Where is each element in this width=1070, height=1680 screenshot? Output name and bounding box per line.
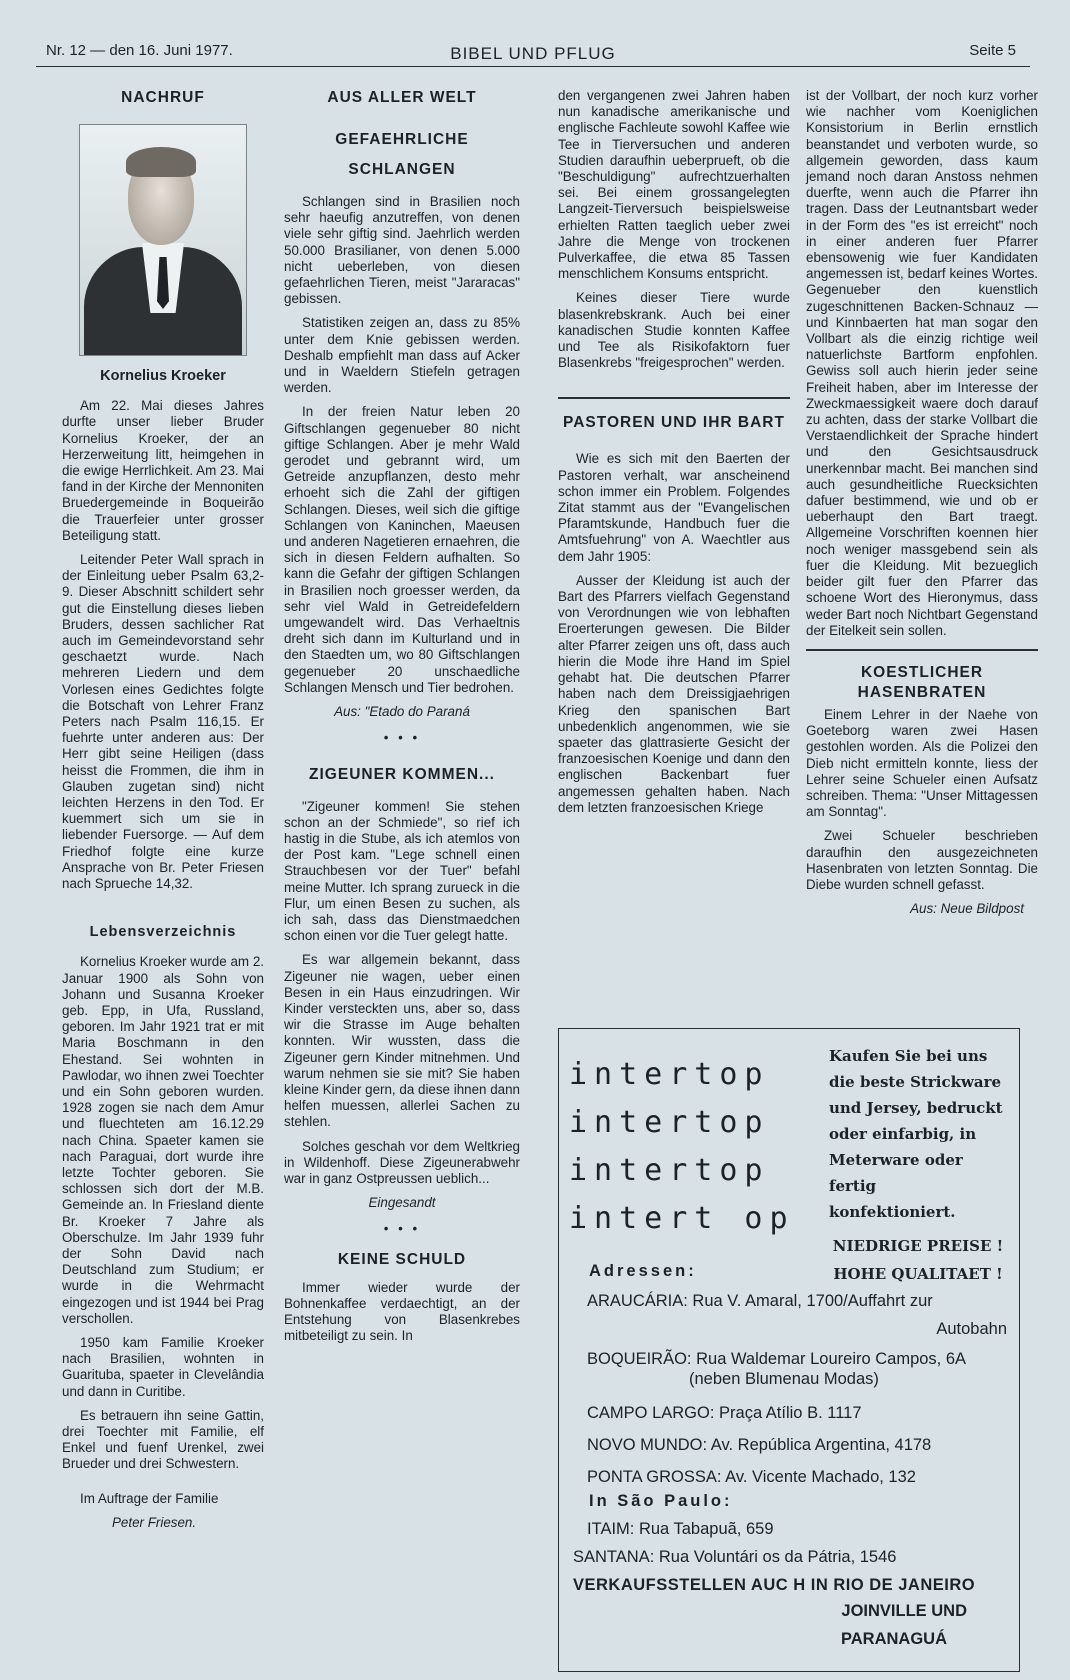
paragraph: In der freien Natur leben 20 Giftschlangen gegenueber 80 nicht giftige Schlangen. Aber je mehr Wald gerodet und gebrannt wird, um Getreide anzupflanzen, desto mehr erhoeht sich die Zahl der giftigen Schlangen. Dieses, weil sich die giftige Schlangen von Kaninchen, Maeusen und anderen Nagetieren ernaehren, die sich in diesen Feldern aufhalten. So kann die Gefahr der giftigen Schlangen in Brasilien noch groesser werden, da sehr viel Wald in Getreidefeldern umgewandelt wird. Das Verhaeltnis dreht sich dann im Kulturland und in den Staedten um, wo 80 Giftschlangen gegenueber 20 unschaedliche Schlangen Mensch und Tier bedrohen. — [284, 404, 520, 695]
obituary-title: NACHRUF — [121, 89, 205, 106]
article-headline: KOESTLICHER HASENBRATEN — [857, 663, 987, 701]
paragraph: den vergangenen zwei Jahren haben nun kanadische amerikanische und englische Fachleute sowohl Kaffee wie Tee in Tierversuchen und anderen Studien daraufhin ueberprueft, ob die "Beschuldigung" aufrechtzuerhalten sei. Bei einem grossangelegten Langzeit-Tierversuch beispielsweise erhielten Ratten taeglich ueber zwei Jahre die Menge von trockenen Pulverkaffee, die etwa 85 Tassen menschlichem Konsums entspricht. — [558, 88, 790, 282]
section-title: AUS ALLER WELT — [327, 89, 477, 106]
paragraph: Es war allgemein bekannt, dass Zigeuner nie wagen, ueber einen Besen in ein Haus einzudringen. Wir Kinder versteckten uns, aber so, dass wir die Strasse im Auge behalten konnten. Wir wussten, dass die Zigeuner gern Kinder mitnehmen. Und warum nehmen sie sie mit? Sie haben kleine Kinder gern, da diese ihnen dann helfen muessen, allerlei Sachen zu stehlen. — [284, 952, 520, 1130]
address-line: ARAUCÁRIA: Rua V. Amaral, 1700/Auffahrt zur — [587, 1292, 933, 1310]
paragraph: Einem Lehrer in der Naehe von Goeteborg waren zwei Hasen gestohlen worden. Als die Polizei den Dieb nicht ermitteln konnte, liess der Lehrer seine Schueler einen Aufsatz schreiben. Thema: "Unser Mittagessen am Sonntag". — [806, 706, 1038, 820]
address-line: PONTA GROSSA: Av. Vicente Machado, 132 — [587, 1468, 916, 1486]
brand-name: intert op — [569, 1201, 795, 1236]
paragraph: Ausser der Kleidung ist auch der Bart des Pfarrers vielfach Gegenstand von Verordnungen wie von lebhaften Eroerterungen gewesen. Die Bilder alter Pfarrer zeigen uns oft, dass auch hierin die Mode ihre Hand im Spiel gehabt hat. Die deutschen Pfarrer haben nach dem Dreissigjaehrigen Krieg den spanischen Bart unbedenklich angenommen, wie sie spaeter das glattrasierte Gesicht der franzoesischen Koenige und dann den englischen Backenbart fuer angemessen gehalten haben. Nach dem letzten franzoesischen Kriege — [558, 572, 790, 815]
paragraph: Schlangen sind in Brasilien noch sehr haeufig anzutreffen, von denen viele sehr giftig sind. Jaehrlich werden 50.000 Brasilianer, von denen 5.000 nicht ueberleben, von diesen gefaehrlichen Tieren, meist "Jararacas" gebissen. — [284, 194, 520, 307]
paragraph: "Zigeuner kommen! Sie stehen schon an der Schmiede", so rief ich hastig in die Stube, als ich atemlos von der Post kam. "Lege schnell einen Strauchbesen vor der Tuer" befahl meine Mutter. Ich sprang zurueck in die Flur, um einen Besen zu suchen, als ich sah, dass das Dienstmaedchen schon einen vor die Tuer gelegt hatte. — [284, 798, 520, 944]
paragraph: Solches geschah vor dem Weltkrieg in Wildenhoff. Diese Zigeunerabwehr war in ganz Ostpreussen ueblich... — [284, 1138, 520, 1186]
paragraph: Wie es sich mit den Baerten der Pastoren verhalt, war anscheinend schon immer ein Problem. Folgendes Zitat stammt aus der "Evangelischen Pfaramtskunde, Handbuch fuer die Amtsfuehrung" von A. Waechtler aus dem Jahr 1905: — [558, 451, 790, 564]
address-line: ITAIM: Rua Tabapuã, 659 — [587, 1520, 774, 1538]
brand-name: intertop — [569, 1105, 770, 1140]
slogan-quality: HOHE QUALITAET ! — [833, 1265, 1003, 1283]
divider — [558, 397, 790, 399]
column-beards — [806, 88, 1038, 917]
ad-slogan — [829, 1043, 1007, 1287]
paragraph: Immer wieder wurde der Bohnenkaffee verdaechtigt, an der Entstehung von Blasenkrebes mitbeteiligt zu sein. In — [284, 1279, 520, 1344]
address-line: CAMPO LARGO: Praça Atílio B. 1117 — [587, 1404, 862, 1422]
divider — [806, 649, 1038, 651]
issue-info: Nr. 12 — den 16. Juni 1977. — [46, 42, 233, 59]
paragraph: Zwei Schueler beschrieben daraufhin den ausgezeichneten Hasenbraten von letzten Sonntag. Die Diebe wurden schnell gefasst. — [806, 828, 1038, 892]
paragraph: Am 22. Mai dieses Jahres durfte unser lieber Bruder Kornelius Kroeker, der an Herzerweitung litt, heimgehen in die ewige Herrlichkeit. Am 23. Mai fand in der Kirche der Mennoniten Bruedergemeinde in Boqueirão die Trauerfeier unter grosser Beteiligung statt. — [62, 398, 264, 543]
sao-paulo-label: In São Paulo: — [589, 1492, 733, 1510]
article-headline: PASTOREN UND IHR BART — [563, 414, 785, 432]
addresses-label: Adressen: — [589, 1262, 697, 1280]
source-note: Aus: "Etado do Paraná — [334, 704, 470, 720]
address-line: PARANAGUÁ — [840, 1630, 947, 1648]
slogan-text: Kaufen Sie bei uns die beste Strickware und Jersey, bedruckt oder einfarbig, in Meterware oder fertig konfektioniert. — [829, 1047, 1003, 1221]
address-line: BOQUEIRÃO: Rua Waldemar Loureiro Campos, 6A — [587, 1350, 967, 1368]
brand-name: intertop — [569, 1153, 770, 1188]
article-headline: KEINE SCHULD — [337, 1250, 467, 1268]
signature: Peter Friesen. — [112, 1514, 197, 1530]
paragraph: Statistiken zeigen an, dass zu 85% unter dem Knie gebissen werden. Deshalb empfiehlt man dass auf Acker und in Waeldern Stiefeln getragen werden. — [284, 315, 520, 396]
separator: • • • — [383, 1221, 421, 1237]
photo-caption: Kornelius Kroeker — [100, 368, 226, 384]
paragraph: Es betrauern ihn seine Gattin, drei Toechter mit Familie, elf Enkel und fuenf Urenkel, zwei Brueder und drei Schwestern. — [62, 1407, 264, 1472]
paragraph: Keines dieser Tiere wurde blasenkrebskrank. Auch bei einer kanadischen Studie konnten Kaffee und Tee als Risikofaktorn fuer Blasenkrebs "freigesprochen" werden. — [558, 290, 790, 371]
column-news — [558, 88, 790, 824]
slogan-prices: NIEDRIGE PREISE ! — [832, 1237, 1004, 1255]
paragraph: Leitender Peter Wall sprach in der Einleitung ueber Psalm 63,2-9. Dieser Abschnitt schildert sehr gut die Einstellung dieses lieben Bruders, dessen sachlicher Rat auch im Gemeindevorstand sehr geschaetzt wurde. Nach mehreren Liedern und dem Vorlesen eines Gedichtes folgte die Botschaft von Lehrer Franz Peters nach Psalm 116,15. Er fuehrte unter anderen aus: Der Herr gibt seine Heiligen (dass heisst die Frommen, die ihm in Glauben zugetan sind) nicht leichten Herzens in den Tod. Er kuemmert sich um sie in liebender Fuersorge. — Auf dem Friedhof folgte eine kurze Ansprache von Br. Peter Friesen nach Sprueche 14,32. — [62, 552, 264, 892]
column-world — [284, 88, 520, 1352]
article-headline: ZIGEUNER KOMMEN... — [309, 765, 495, 783]
section-subtitle: Lebensverzeichnis — [89, 924, 237, 941]
brand-name: intertop — [569, 1057, 770, 1092]
address-line: SANTANA: Rua Voluntári os da Pátria, 1546 — [573, 1548, 897, 1566]
address-line: JOINVILLE UND — [841, 1602, 967, 1620]
column-obituary — [62, 88, 264, 1539]
newspaper-title: BIBEL UND PFLUG — [450, 44, 616, 63]
article-headline: GEFAEHRLICHE — [335, 131, 469, 148]
address-line: NOVO MUNDO: Av. República Argentina, 4178 — [587, 1436, 932, 1454]
paragraph: Im Auftrage der Familie — [80, 1490, 219, 1506]
separator: • • • — [383, 730, 421, 746]
source-note: Aus: Neue Bildpost — [910, 901, 1024, 917]
paragraph: 1950 kam Familie Kroeker nach Brasilien, wohnten in Guarituba, spaeter in Clevelândia und dann in Curitibe. — [62, 1334, 264, 1399]
portrait-photo — [79, 124, 247, 356]
address-line: VERKAUFSSTELLEN AUC H IN RIO DE JANEIRO — [573, 1576, 976, 1594]
source-note: Eingesandt — [368, 1195, 436, 1211]
intertop-advertisement — [558, 1028, 1020, 1672]
address-line: (neben Blumenau Modas) — [689, 1370, 879, 1388]
article-headline: SCHLANGEN — [348, 161, 456, 178]
page-number: Seite 5 — [969, 42, 1016, 59]
page-header — [36, 38, 1030, 67]
paragraph: Kornelius Kroeker wurde am 2. Januar 1900 als Sohn von Johann und Susanna Kroeker geb. Epp, in Ufa, Russland, geboren. Im Jahr 1921 trat er mit Maria Boschmann in den Ehestand. Sei wohnten in Pawlodar, wo ihnen zwei Toechter und ein Sohn geboren wurden. 1928 zogen sie nach dem Amur und fluechteten am 16.12.29 nach China. Spaeter kamen sie nach Paraguai, dort wurde ihre letzte Tochter geboren. Sie schlossen sich dort der M.B. Gemeinde an. In Friesland diente Br. Kroeker 7 Jahre als Oberschulze. Im Jahr 1939 fuhr der Sohn David nach Deutschland zum Studium; er wurde in die Wehrmacht eingezogen und ist 1944 bei Prag verschollen. — [62, 954, 264, 1326]
address-line: Autobahn — [936, 1320, 1007, 1338]
paragraph: ist der Vollbart, der noch kurz vorher wie nachher vom Koeniglichen Konsistorium in Berlin ernstlich beanstandet und verboten wurde, so allgemein geworden, dass kaum jemand noch daran Anstoss nehmen duerfte, wenn auch die Pfarrer ihn tragen. Dass der Leutnantsbart weder in der Form des "es ist erreicht" noch in einer anderen fuer Pfarrer ebensowenig wie fuer Kandidaten angemessen ist, bedarf keines Wortes. Gegenueber den kuenstlich zugeschnittenen Backen-Schnauz — und Kinnbaerten hat man sogar den Vollbart als die einzig richtige weil natuerlichste Bartform enpfohlen. Gewiss soll auch hierin jeder seine Freiheit haben, aber im Interesse der Zweckmaessigkeit waere doch darauf zu achten, dass der starke Vollbart die Verstaendlichkeit der Sprache hindert und den Gesichtsausdruck unerkennbar macht. Bei manchen sind auch gesundheitliche Ruecksichten dafuer bestimmend, wie und ob er ueberhaupt den Bart traegt. Allgemeine Vorschriften koennen hier noch weniger massgebend sein als fuer die Kleidung. Mit bezueglich beider gilt fuer den Pfarrer das schoene Wort des Hieronymus, dass weder Bart noch Nichtbart Gegenstand der Eitelkeit sein sollen. — [806, 88, 1038, 638]
